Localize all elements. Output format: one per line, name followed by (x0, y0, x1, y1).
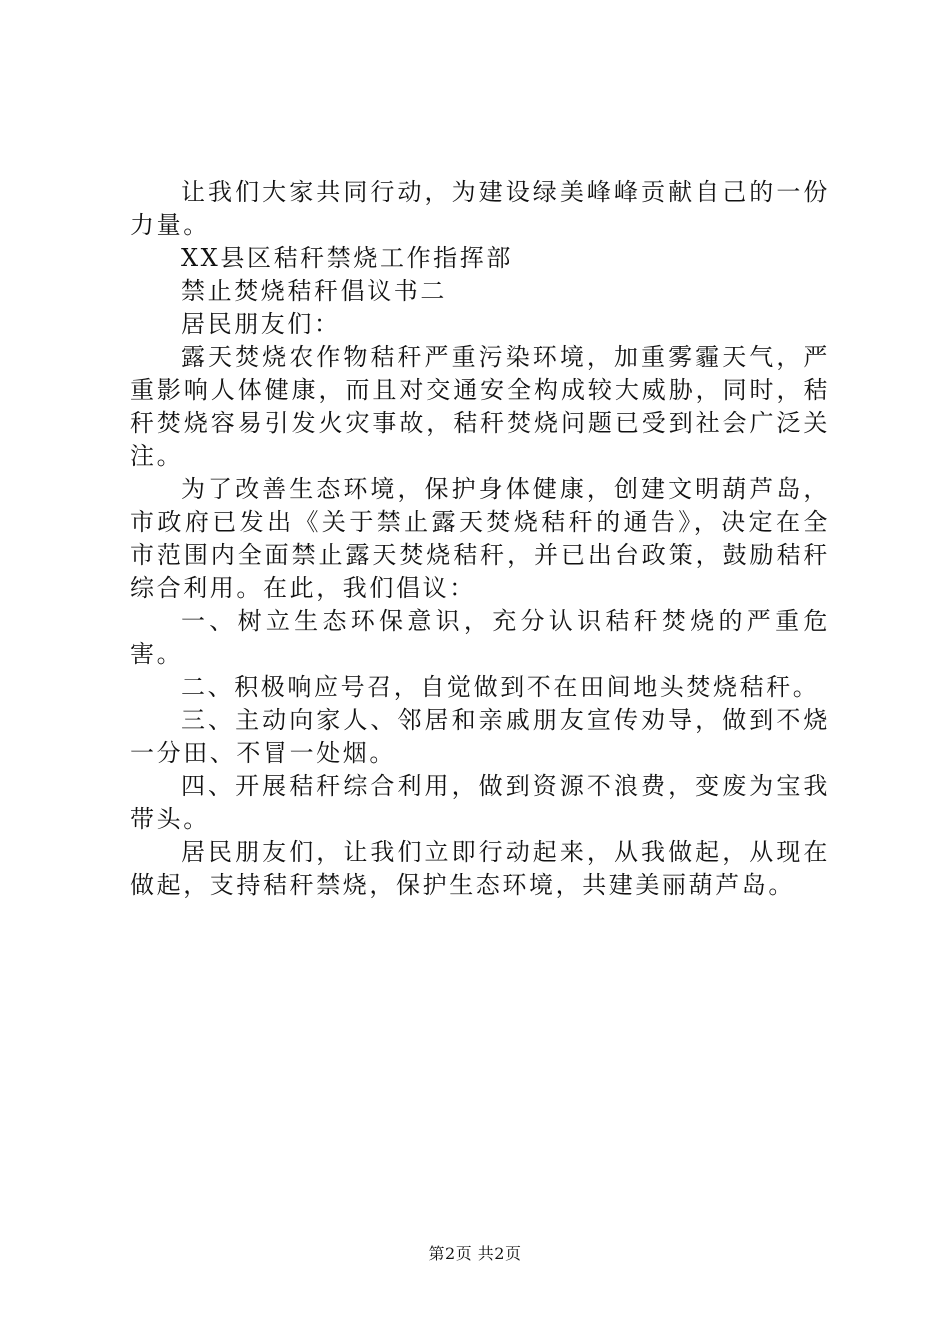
proposal-item-4: 四、开展秸秆综合利用，做到资源不浪费，变废为宝我带头。 (130, 772, 830, 833)
closing-call: 居民朋友们，让我们立即行动起来，从我做起，从现在做起，支持秸秆禁烧，保护生态环境，共建美丽葫芦岛。 (130, 838, 830, 899)
closing-sentence: 让我们大家共同行动，为建设绿美峰峰贡献自己的一份力量。 (130, 178, 830, 239)
salutation: 居民朋友们： (181, 310, 341, 338)
proposal-item-3: 三、主动向家人、邻居和亲戚朋友宣传劝导，做到不烧一分田、不冒一处烟。 (130, 706, 830, 767)
signature-line: XX县区秸秆禁烧工作指挥部 (181, 244, 513, 272)
document-body (130, 176, 830, 902)
paragraph-problem: 露天焚烧农作物秸秆严重污染环境，加重雾霾天气，严重影响人体健康，而且对交通安全构成较大威胁，同时，秸秆焚烧容易引发火灾事故，秸秆焚烧问题已受到社会广泛关注。 (130, 343, 830, 470)
page-number-footer: 第2页 共2页 (428, 1244, 522, 1263)
proposal-item-2: 二、积极响应号召，自觉做到不在田间地头焚烧秸秆。 (181, 673, 820, 701)
section-title: 禁止焚烧秸秆倡议书二 (181, 277, 447, 305)
paragraph-notice: 为了改善生态环境，保护身体健康，创建文明葫芦岛，市政府已发出《关于禁止露天焚烧秸秆的通告》，决定在全市范围内全面禁止露天焚烧秸秆，并已出台政策，鼓励秸秆综合利用。在此，我们倡议： (130, 475, 830, 602)
proposal-item-1: 一、树立生态环保意识，充分认识秸秆焚烧的严重危害。 (130, 607, 830, 668)
